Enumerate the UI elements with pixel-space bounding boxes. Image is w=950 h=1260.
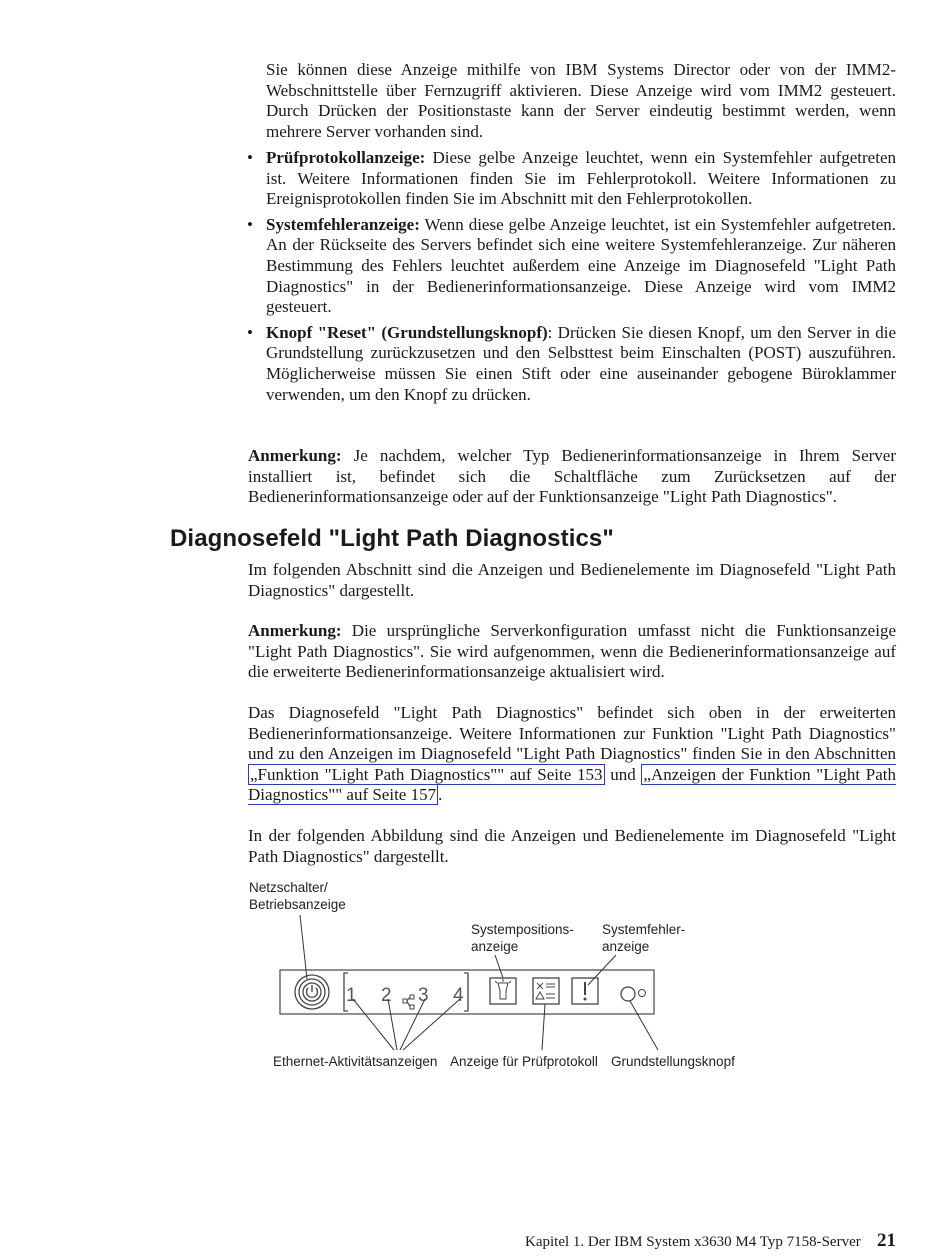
note-label: Anmerkung: bbox=[248, 446, 342, 465]
system-error-icon bbox=[572, 978, 598, 1004]
bullet-icon: • bbox=[247, 322, 253, 342]
label-locate-line1: Systempositions- bbox=[471, 922, 574, 937]
system-locator-icon bbox=[490, 978, 516, 1004]
note-label: Anmerkung: bbox=[248, 621, 342, 640]
list-item bbox=[247, 322, 896, 405]
section-intro: Im folgenden Abschnitt sind die Anzeigen und Bedienelemente im Diagnosefeld "Light Path Diagnostics" dargestellt. bbox=[248, 560, 896, 600]
ethernet-port-number: 4 bbox=[453, 985, 464, 1006]
ethernet-indicator-group bbox=[344, 973, 468, 1011]
label-error-line2: anzeige bbox=[602, 939, 650, 954]
reset-button-icon bbox=[621, 987, 646, 1001]
label-reset: Grundstellungsknopf bbox=[611, 1054, 735, 1069]
ethernet-port-number: 3 bbox=[418, 985, 429, 1006]
ethernet-port-number: 1 bbox=[346, 985, 357, 1006]
list-item-term: Systemfehleranzeige: bbox=[266, 214, 420, 234]
note-paragraph bbox=[248, 621, 896, 683]
note-paragraph bbox=[248, 446, 896, 508]
label-error-line1: Systemfehler- bbox=[602, 922, 686, 937]
paragraph-text: . bbox=[438, 785, 443, 805]
list-item bbox=[247, 148, 896, 210]
footer-chapter: Kapitel 1. Der IBM System x3630 M4 Typ 7158-Server bbox=[525, 1234, 861, 1250]
reference-paragraph bbox=[248, 703, 896, 806]
figure-intro: In der folgenden Abbildung sind die Anzeigen und Bedienelemente im Diagnosefeld "Light Path Diagnostics" dargestellt. bbox=[248, 826, 896, 866]
intro-paragraph: Sie können diese Anzeige mithilfe von IBM Systems Director oder von der IMM2-Webschnittstelle über Fernzugriff aktivieren. Diese Anzeige wird vom IMM2 gesteuert. Durch Drücken der Positionstaste kann der Server eindeutig bestimmt werden, wenn mehrere Server vorhanden sind. bbox=[266, 60, 896, 141]
page-footer bbox=[525, 1230, 896, 1251]
paragraph-text: Das Diagnosefeld "Light Path Diagnostics" befindet sich oben in der erweiterten Bedienerinformationsanzeige. Weitere Informationen zur Funktion "Light Path Diagnostics" und zu den Anzeigen im Diagnosefeld "Light Path Diagnostics" finden Sie in den Abschnitten bbox=[248, 703, 896, 764]
bullet-icon: • bbox=[247, 148, 253, 167]
label-power-line1: Netzschalter/ bbox=[249, 880, 328, 895]
note-text: Je nachdem, welcher Typ Bedienerinformationsanzeige in Ihrem Server installiert ist, befindet sich die Schaltfläche zum Zurücksetzen auf der Bedienerinformationsanzeige oder auf der Funktionsanzeige "Light Path Diagnostics". bbox=[248, 446, 896, 507]
network-icon bbox=[403, 995, 414, 1009]
bullet-icon: • bbox=[247, 214, 253, 234]
page-number: 21 bbox=[877, 1230, 896, 1251]
section-heading: Diagnosefeld "Light Path Diagnostics" bbox=[170, 525, 614, 552]
check-log-icon bbox=[533, 978, 559, 1004]
light-path-panel-figure bbox=[240, 875, 760, 1075]
list-item-text: : Drücken Sie diesen Knopf, um den Server in die Grundstellung zurückzusetzen und den Selbsttest beim Einschalten (POST) auszuführen. Möglicherweise müssen Sie einen Stift oder eine auseinander gebogene Büroklammer verwenden, um den Knopf zu drücken. bbox=[266, 322, 896, 404]
label-checklog: Anzeige für Prüfprotokoll bbox=[450, 1054, 598, 1069]
list-item-term: Knopf "Reset" (Grundstellungsknopf) bbox=[266, 322, 548, 342]
note-text: Die ursprüngliche Serverkonfiguration umfasst nicht die Funktionsanzeige "Light Path Diagnostics". Sie wird aufgenommen, wenn die Bedienerinformationsanzeige auf die erweiterte Bedienerinformationsanzeige aktualisiert wird. bbox=[248, 621, 896, 682]
list-item-text: Wenn diese gelbe Anzeige leuchtet, ist ein Systemfehler aufgetreten. An der Rückseite des Servers befindet sich eine weitere Systemfehleranzeige. Zur näheren Bestimmung des Fehlers leuchtet außerdem eine Anzeige im Diagnosefeld "Light Path Diagnostics" in der Bedienerinformationsanzeige. Diese Anzeige wird vom IMM2 gesteuert. bbox=[266, 214, 896, 317]
list-item-term: Prüfprotokollanzeige: bbox=[266, 148, 426, 167]
label-power-line2: Betriebsanzeige bbox=[249, 897, 346, 912]
link-function-lpd[interactable]: „Funktion "Light Path Diagnostics"" auf Seite 153 bbox=[250, 764, 603, 784]
label-ethernet: Ethernet-Aktivitätsanzeigen bbox=[273, 1054, 438, 1069]
list-item bbox=[247, 214, 896, 318]
paragraph-text: und bbox=[604, 764, 642, 784]
list-item-text: Diese gelbe Anzeige leuchtet, wenn ein Systemfehler aufgetreten ist. Weitere Informationen finden Sie im Fehlerprotokoll. Weitere Informationen zu Ereignisprotokollen finden Sie im Abschnitt mit den Fehlerprotokollen. bbox=[266, 148, 896, 209]
indicator-list bbox=[247, 148, 896, 410]
ethernet-port-number: 2 bbox=[381, 985, 392, 1006]
label-locate-line2: anzeige bbox=[471, 939, 519, 954]
power-button-icon bbox=[295, 975, 329, 1009]
link-leds-lpd[interactable]: „Anzeigen der Funktion "Light Path Diagnostics"" auf Seite 157 bbox=[248, 764, 896, 805]
